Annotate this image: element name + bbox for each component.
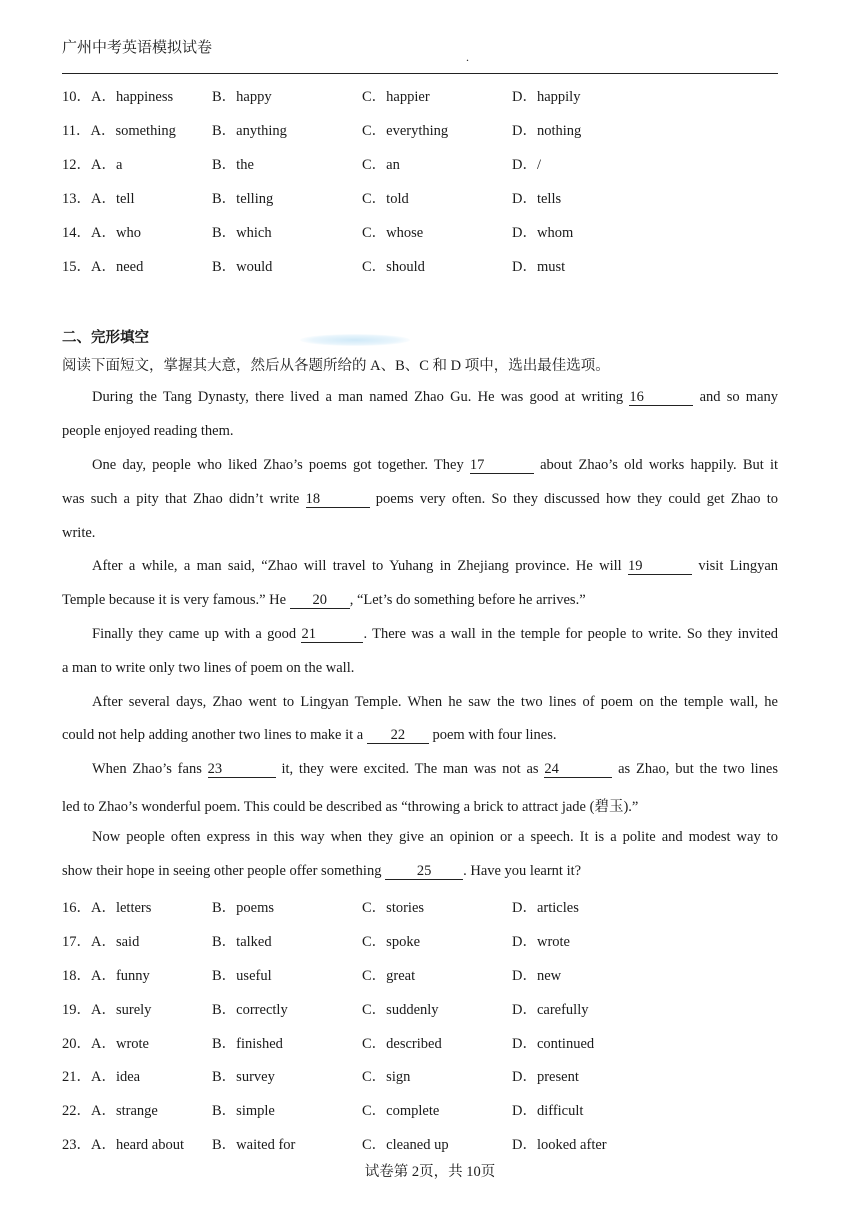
passage-line: was such a pity that Zhao didn’t write 18 poems very often. So they discussed how they could get Zhao to [62,491,778,507]
passage-line: people enjoyed reading them. [62,423,234,439]
option-c[interactable]: C．suddenly [362,1002,439,1018]
section-instruction: 阅读下面短文，掌握其大意，然后从各题所给的 A、B、C 和 D 项中，选出最佳选项。 [62,358,610,374]
question-number: 16． [62,900,91,916]
question-row [62,153,778,173]
option-c[interactable]: C．spoke [362,934,420,950]
question-number: 11． [62,123,91,139]
passage-line: Finally they came up with a good 21 . There was a wall in the temple for people to write. So they invited [92,626,779,642]
option-b[interactable]: B．simple [212,1103,275,1119]
question-number: 15． [62,259,91,275]
option-c[interactable]: C．cleaned up [362,1137,449,1153]
blank-20[interactable]: 20 [290,593,350,609]
header-dot: . [466,50,469,64]
passage-line: One day, people who liked Zhao’s poems got together. They 17 about Zhao’s old works happily. But it [92,457,779,473]
question-number: 14． [62,225,91,241]
option-c[interactable]: C．everything [362,123,449,139]
option-d[interactable]: D．carefully [512,1002,589,1018]
question-row [62,187,778,207]
question-number: 21． [62,1069,91,1085]
header-divider [62,73,778,74]
option-c[interactable]: C．great [362,968,416,984]
option-b[interactable]: B．would [212,259,273,275]
question-number: 20． [62,1036,91,1052]
question-row [62,1099,778,1119]
option-b[interactable]: B．poems [212,900,275,916]
option-b[interactable]: B．useful [212,968,272,984]
question-row [62,964,778,984]
option-d[interactable]: D．continued [512,1036,595,1052]
blank-25[interactable]: 25 [385,864,463,880]
question-row [62,255,778,275]
section-decoration [300,334,410,346]
question-number: 18． [62,968,91,984]
option-d[interactable]: D．wrote [512,934,570,950]
option-a[interactable]: 15．A．need [62,259,144,275]
passage-line: led to Zhao’s wonderful poem. This could be described as “throwing a brick to attract jade (碧玉).” [62,799,639,815]
option-b[interactable]: B．correctly [212,1002,288,1018]
passage-line: Now people often express in this way when they give an opinion or a speech. It is a polite and modest way to [92,829,778,845]
option-d[interactable]: D．whom [512,225,574,241]
option-a[interactable]: 17．A．said [62,934,140,950]
passage-line: show their hope in seeing other people offer something 25 . Have you learnt it? [62,863,582,879]
option-c[interactable]: C．complete [362,1103,440,1119]
blank-17[interactable]: 17 [470,458,534,474]
question-number: 12． [62,157,91,173]
passage-line: When Zhao’s fans 23 it, they were excited. The man was not as 24 as Zhao, but the two lines [92,761,778,777]
option-d[interactable]: D．new [512,968,562,984]
question-number: 10． [62,89,91,105]
passage-line: After a while, a man said, “Zhao will travel to Yuhang in Zhejiang province. He will 19 visit Lingyan [92,558,779,574]
question-row [62,896,778,916]
passage-line: could not help adding another two lines to make it a 22 poem with four lines. [62,727,557,743]
option-d[interactable]: D．/ [512,157,541,173]
option-d[interactable]: D．must [512,259,566,275]
blank-18[interactable]: 18 [306,492,370,508]
passage-line: write. [62,525,96,541]
blank-24[interactable]: 24 [544,762,612,778]
option-c[interactable]: C．an [362,157,400,173]
question-row [62,1032,778,1052]
option-b[interactable]: B．the [212,157,254,173]
section-title: 二、完形填空 [62,330,149,346]
option-b[interactable]: B．which [212,225,272,241]
option-c[interactable]: C．whose [362,225,424,241]
option-b[interactable]: B．finished [212,1036,283,1052]
option-a[interactable]: 12．A．a [62,157,123,173]
option-b[interactable]: B．happy [212,89,272,105]
option-c[interactable]: C．sign [362,1069,411,1085]
blank-23[interactable]: 23 [208,762,276,778]
option-a[interactable]: 21．A．idea [62,1069,141,1085]
option-d[interactable]: D．happily [512,89,581,105]
blank-19[interactable]: 19 [628,559,692,575]
option-a[interactable]: 10．A．happiness [62,89,174,105]
option-c[interactable]: C．stories [362,900,425,916]
passage-line: During the Tang Dynasty, there lived a man named Zhao Gu. He was good at writing 16 and so many [92,389,779,405]
option-d[interactable]: D．present [512,1069,579,1085]
option-c[interactable]: C．described [362,1036,442,1052]
option-d[interactable]: D．difficult [512,1103,584,1119]
option-a[interactable]: 19．A．surely [62,1002,152,1018]
passage-line: a man to write only two lines of poem on the wall. [62,660,355,676]
option-a[interactable]: 13．A．tell [62,191,135,207]
option-d[interactable]: D．articles [512,900,579,916]
question-number: 13． [62,191,91,207]
question-row [62,85,778,105]
option-c[interactable]: C．should [362,259,425,275]
question-row [62,221,778,241]
option-a[interactable]: 22．A．strange [62,1103,158,1119]
option-b[interactable]: B．anything [212,123,287,139]
question-row [62,1133,778,1153]
option-b[interactable]: B．telling [212,191,274,207]
question-number: 22． [62,1103,91,1119]
option-b[interactable]: B．talked [212,934,272,950]
option-c[interactable]: C．told [362,191,409,207]
page-number: 试卷第 2页，共 10页 [364,1164,496,1180]
question-row [62,1065,778,1085]
option-d[interactable]: D．tells [512,191,562,207]
question-number: 19． [62,1002,91,1018]
question-row [62,119,778,139]
question-number: 17． [62,934,91,950]
option-b[interactable]: B．survey [212,1069,275,1085]
option-d[interactable]: D．looked after [512,1137,607,1153]
document-title: 广州中考英语模拟试卷 [62,40,213,56]
option-b[interactable]: B．waited for [212,1137,296,1153]
question-number: 23． [62,1137,91,1153]
option-a[interactable]: 16．A．letters [62,900,152,916]
option-d[interactable]: D．nothing [512,123,582,139]
option-a[interactable]: 11．A．something [62,123,176,139]
option-a[interactable]: 18．A．funny [62,968,150,984]
question-row [62,930,778,950]
blank-21[interactable]: 21 [301,627,363,643]
question-row [62,998,778,1018]
passage-line: After several days, Zhao went to Lingyan Temple. When he saw the two lines of poem on the temple wall, he [92,694,778,710]
passage-line: Temple because it is very famous.” He 20 , “Let’s do something before he arrives.” [62,592,586,608]
option-a[interactable]: 14．A．who [62,225,141,241]
blank-22[interactable]: 22 [367,728,429,744]
option-a[interactable]: 20．A．wrote [62,1036,149,1052]
option-c[interactable]: C．happier [362,89,430,105]
option-a[interactable]: 23．A．heard about [62,1137,185,1153]
blank-16[interactable]: 16 [629,390,693,406]
